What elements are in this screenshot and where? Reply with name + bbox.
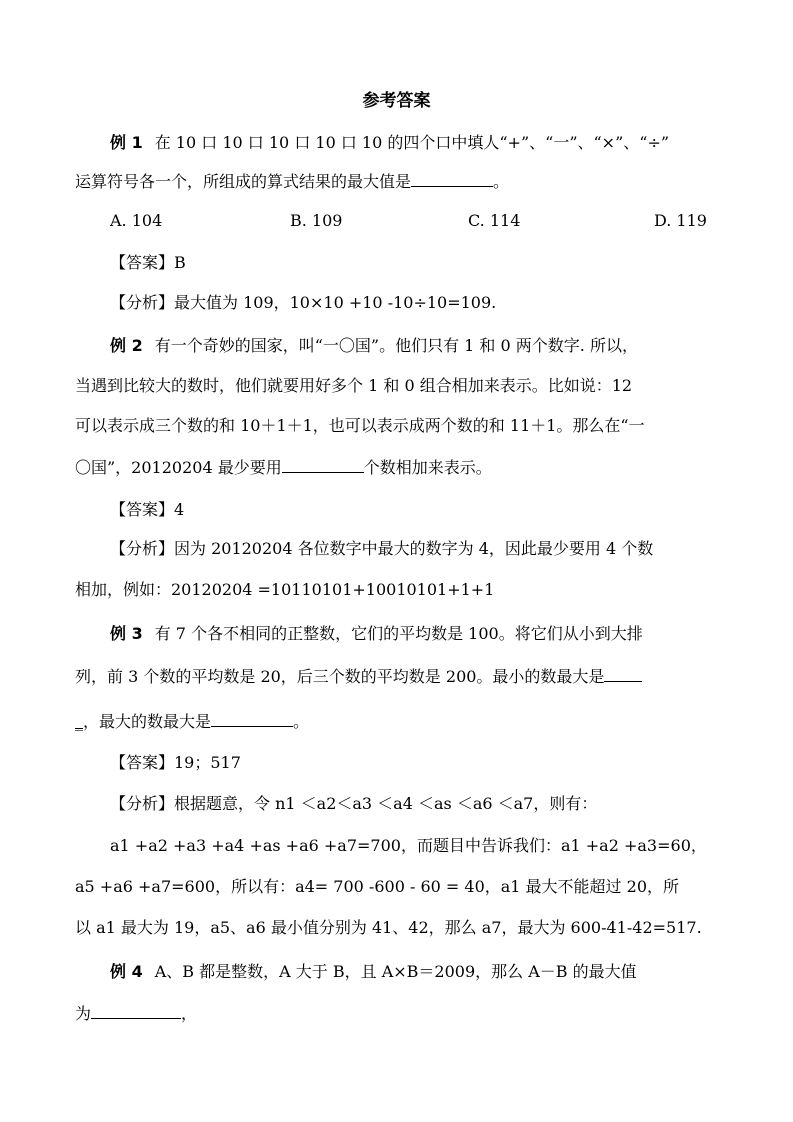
- example-1-answer: 【答案】B: [110, 253, 186, 272]
- example-2-line-2: 当遇到比较大的数时，他们就要用好多个 1 和 0 组合相加来表示。比如说：12: [75, 376, 633, 395]
- example-2-line-4: [75, 456, 492, 479]
- blank-continuation: _: [75, 712, 83, 731]
- option-b: B. 109: [290, 211, 343, 230]
- example-3-analysis-1: 【分析】根据题意，令 n1 ＜a2＜a3 ＜a4 ＜as ＜a6 ＜a7，则有：: [110, 794, 598, 813]
- example-4-line-1: [110, 961, 637, 983]
- example-1-label: 例 1: [110, 133, 143, 152]
- example-2-label: 例 2: [110, 336, 143, 355]
- page-title: 参考答案: [362, 91, 431, 111]
- answer-blank: [604, 665, 642, 682]
- example-1-text: 在 10 口 10 口 10 口 10 口 10 的四个口中填人“+”、“一”、“×”、“÷”: [154, 133, 670, 152]
- option-a: A. 104: [110, 211, 163, 230]
- example-3-text: 有 7 个各不相同的正整数，它们的平均数是 100。将它们从小到大排: [154, 624, 643, 643]
- answer-blank: [282, 456, 364, 473]
- example-3-analysis-2: a1 +a2 +a3 +a4 +as +a6 +a7=700，而题目中告诉我们：a1 +a2 +a3=60，: [110, 836, 707, 855]
- answer-blank: [211, 710, 293, 727]
- example-3-label: 例 3: [110, 624, 143, 643]
- example-3-answer: 【答案】19；517: [110, 753, 241, 772]
- example-4-text-2: 为: [75, 1004, 92, 1023]
- example-1-line-2: [75, 170, 509, 193]
- example-3-analysis-4: 以 a1 最大为 19，a5、a6 最小值分别为 41、42，那么 a7，最大为 600-41-42=517.: [75, 918, 702, 937]
- option-d: D. 119: [654, 211, 707, 230]
- example-3-text-3: ，最大的数最大是: [83, 712, 212, 731]
- example-3-line-1: [110, 623, 643, 645]
- punctuation: ，: [181, 1004, 198, 1023]
- example-2-text: 有一个奇妙的国家，叫“一〇国”。他们只有 1 和 0 两个数字. 所以，: [154, 336, 638, 355]
- example-3-text-2: 列，前 3 个数的平均数是 20，后三个数的平均数是 200。最小的数最大是: [75, 667, 605, 686]
- punctuation: 。: [493, 172, 510, 191]
- example-2-text-4-end: 个数相加来表示。: [363, 458, 492, 477]
- example-2-answer: 【答案】4: [110, 500, 185, 519]
- answer-blank: [91, 1002, 181, 1019]
- example-2-analysis-1: 【分析】因为 20120204 各位数字中最大的数字为 4，因此最少要用 4 个数: [110, 539, 654, 558]
- example-2-line-3: 可以表示成三个数的和 10＋1＋1，也可以表示成两个数的和 11＋1。那么在“一: [75, 416, 645, 435]
- answer-blank: [411, 170, 493, 187]
- example-2-line-1: [110, 335, 638, 357]
- option-c: C. 114: [468, 211, 521, 230]
- example-1-line-1: [110, 132, 669, 154]
- example-4-line-2: [75, 1002, 197, 1025]
- example-3-line-2: [75, 665, 642, 688]
- example-3-analysis-3: a5 +a6 +a7=600，所以有：a4= 700 -600 - 60 = 40，a1 最大不能超过 20，所: [75, 877, 679, 896]
- example-3-line-3: [75, 710, 309, 733]
- example-4-text: A、B 都是整数，A 大于 B，且 A×B＝2009，那么 A－B 的最大值: [154, 962, 637, 981]
- example-2-analysis-2: 相加，例如：20120204 =10110101+10010101+1+1: [75, 580, 495, 599]
- example-1-text-2: 运算符号各一个，所组成的算式结果的最大值是: [75, 172, 412, 191]
- example-2-text-4: 〇国”，20120204 最少要用: [75, 458, 282, 477]
- example-1-analysis: 【分析】最大值为 109，10×10 +10 -10÷10=109.: [110, 293, 497, 312]
- example-4-label: 例 4: [110, 962, 143, 981]
- punctuation: 。: [293, 712, 310, 731]
